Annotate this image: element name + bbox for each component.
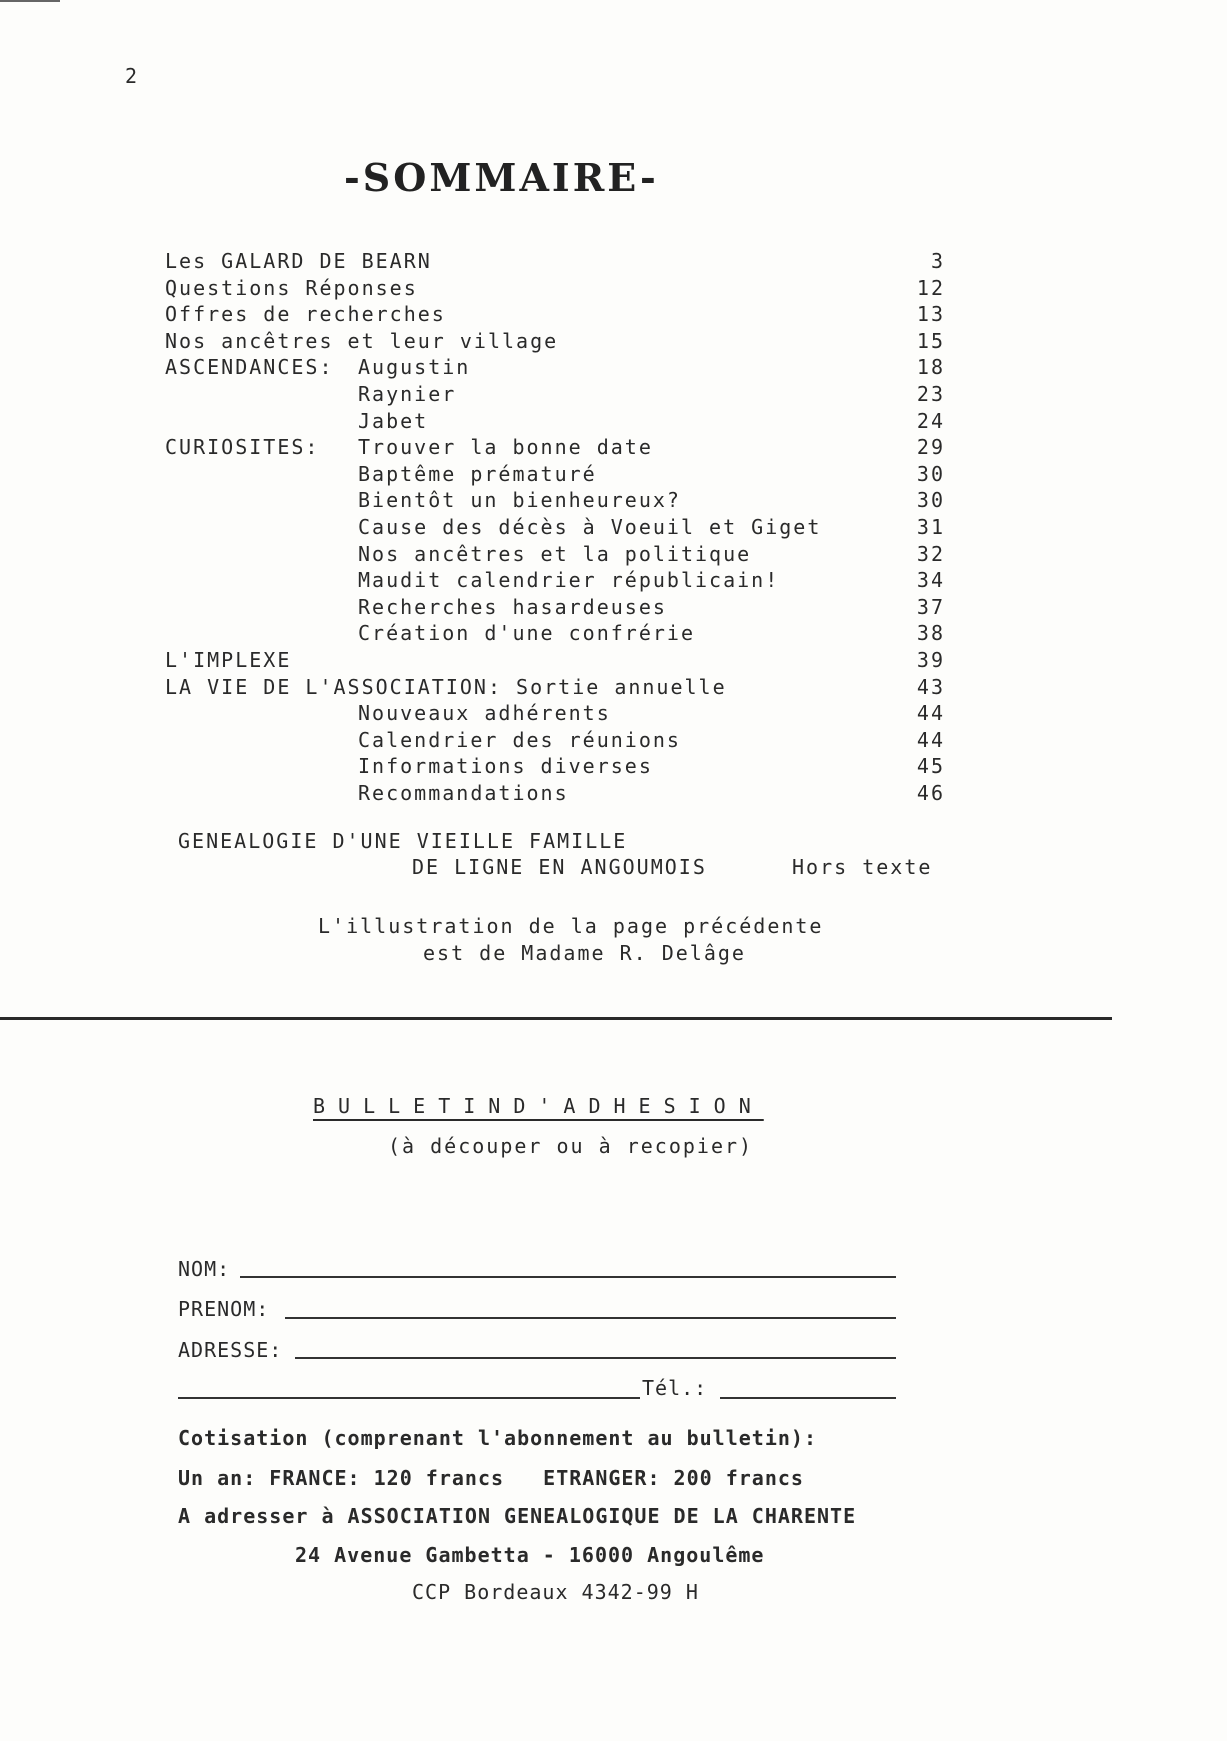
toc-entry <box>165 382 945 408</box>
toc-entry-label: Calendrier des réunions <box>358 727 681 752</box>
toc-entry-label: Nouveaux adhérents <box>358 701 611 726</box>
toc-section-label: ASCENDANCES: <box>165 355 334 380</box>
toc-entry-label: L'IMPLEXE <box>165 648 292 672</box>
toc-entry <box>165 515 945 541</box>
toc-entry-label: Questions Réponses <box>165 275 418 300</box>
toc-entry-label: Maudit calendrier républicain! <box>358 568 780 593</box>
adresse-field-2[interactable] <box>178 1397 640 1399</box>
nom-field[interactable] <box>240 1276 896 1278</box>
toc-section-label: CURIOSITES: <box>165 435 320 460</box>
adresse-field[interactable] <box>295 1357 896 1359</box>
toc-page-number: 31 <box>916 515 945 539</box>
tel-label: Tél.: <box>642 1376 708 1400</box>
hors-texte-label: Hors texte <box>792 855 933 879</box>
toc-entry <box>165 249 945 275</box>
toc-page-number: 13 <box>916 302 945 327</box>
toc-entry-label: LA VIE DE L'ASSOCIATION: Sortie annuelle <box>165 674 727 699</box>
toc-entry <box>165 568 945 594</box>
toc-entry-label: Jabet <box>358 408 429 433</box>
toc-page-number: 43 <box>916 674 945 699</box>
toc-page-number: 18 <box>916 355 945 380</box>
toc-entry-label: Baptême prématuré <box>358 461 597 486</box>
toc-page-number: 32 <box>916 541 945 566</box>
toc-page-number: 44 <box>916 701 945 726</box>
toc-entry-label: Nos ancêtres et la politique <box>358 541 752 566</box>
top-edge-mark <box>0 0 60 2</box>
bulletin-subtitle: (à découper ou à recopier) <box>388 1134 754 1158</box>
toc-entry <box>165 754 945 780</box>
toc-entry-label: Recherches hasardeuses <box>358 594 667 619</box>
toc-entry-label: Les GALARD DE BEARN <box>165 249 432 273</box>
tel-field[interactable] <box>720 1397 896 1399</box>
toc-page-number: 23 <box>916 382 945 406</box>
toc-entry <box>165 621 945 647</box>
toc-entry <box>165 701 945 727</box>
prenom-field[interactable] <box>285 1317 896 1319</box>
adresse-label: ADRESSE: <box>178 1338 283 1362</box>
toc-entry-label: Offres de recherches <box>165 302 446 327</box>
nom-label: NOM: <box>178 1257 231 1281</box>
toc-entry <box>165 462 945 488</box>
toc-entry-label: Informations diverses <box>358 754 653 779</box>
toc-entry-label: Augustin <box>358 355 471 380</box>
cut-line <box>0 1017 1112 1020</box>
toc-page-number: 38 <box>916 621 945 646</box>
page-title: -SOMMAIRE- <box>344 155 659 200</box>
toc-entry <box>165 409 945 435</box>
toc-page-number: 44 <box>916 727 945 752</box>
toc-entry-label: Création d'une confrérie <box>358 621 695 646</box>
genealogie-line-2: DE LIGNE EN ANGOUMOIS <box>412 855 707 879</box>
toc-page-number: 39 <box>916 648 945 672</box>
toc-entry <box>165 276 945 302</box>
tarifs-text: Un an: FRANCE: 120 francs ETRANGER: 200 francs <box>178 1466 804 1490</box>
toc-page-number: 29 <box>916 435 945 460</box>
toc-page-number: 30 <box>916 461 945 486</box>
ccp-account: CCP Bordeaux 4342-99 H <box>412 1580 699 1604</box>
toc-entry-label: Raynier <box>358 382 457 406</box>
toc-entry <box>165 542 945 568</box>
toc-page-number: 45 <box>916 754 945 779</box>
toc-entry <box>165 648 945 674</box>
cotisation-text: Cotisation (comprenant l'abonnement au bulletin): <box>178 1426 818 1450</box>
bulletin-title: BULLETIND'ADHESION <box>313 1094 764 1118</box>
prenom-label: PRENOM: <box>178 1297 270 1321</box>
adresser-text: A adresser à ASSOCIATION GENEALOGIQUE DE LA CHARENTE <box>178 1504 857 1528</box>
illustration-credit-line-1: L'illustration de la page précédente <box>318 914 824 938</box>
toc-entry <box>165 595 945 621</box>
toc-entry <box>165 329 945 355</box>
toc-entry-label: Recommandations <box>358 781 569 805</box>
toc-entry <box>165 302 945 328</box>
toc-entry-label: Trouver la bonne date <box>358 435 653 460</box>
toc-entry <box>165 675 945 701</box>
toc-page-number: 12 <box>916 275 945 300</box>
toc-page-number: 34 <box>916 568 945 593</box>
page-number: 2 <box>125 64 138 88</box>
toc-entry <box>165 355 945 381</box>
toc-page-number: 3 <box>930 249 945 273</box>
illustration-credit-line-2: est de Madame R. Delâge <box>423 941 746 965</box>
toc-page-number: 37 <box>916 594 945 619</box>
toc-entry <box>165 435 945 461</box>
toc-entry-label: Bientôt un bienheureux? <box>358 488 681 513</box>
toc-entry <box>165 488 945 514</box>
toc-page-number: 15 <box>916 328 945 353</box>
street-address: 24 Avenue Gambetta - 16000 Angoulême <box>295 1543 765 1567</box>
toc-entry <box>165 781 945 807</box>
toc-page-number: 30 <box>916 488 945 513</box>
toc-entry-label: Cause des décès à Voeuil et Giget <box>358 515 822 539</box>
toc-page-number: 46 <box>916 781 945 805</box>
toc-entry <box>165 728 945 754</box>
toc-entry-label: Nos ancêtres et leur village <box>165 328 559 353</box>
genealogie-line-1: GENEALOGIE D'UNE VIEILLE FAMILLE <box>178 829 628 853</box>
toc-page-number: 24 <box>916 408 945 433</box>
